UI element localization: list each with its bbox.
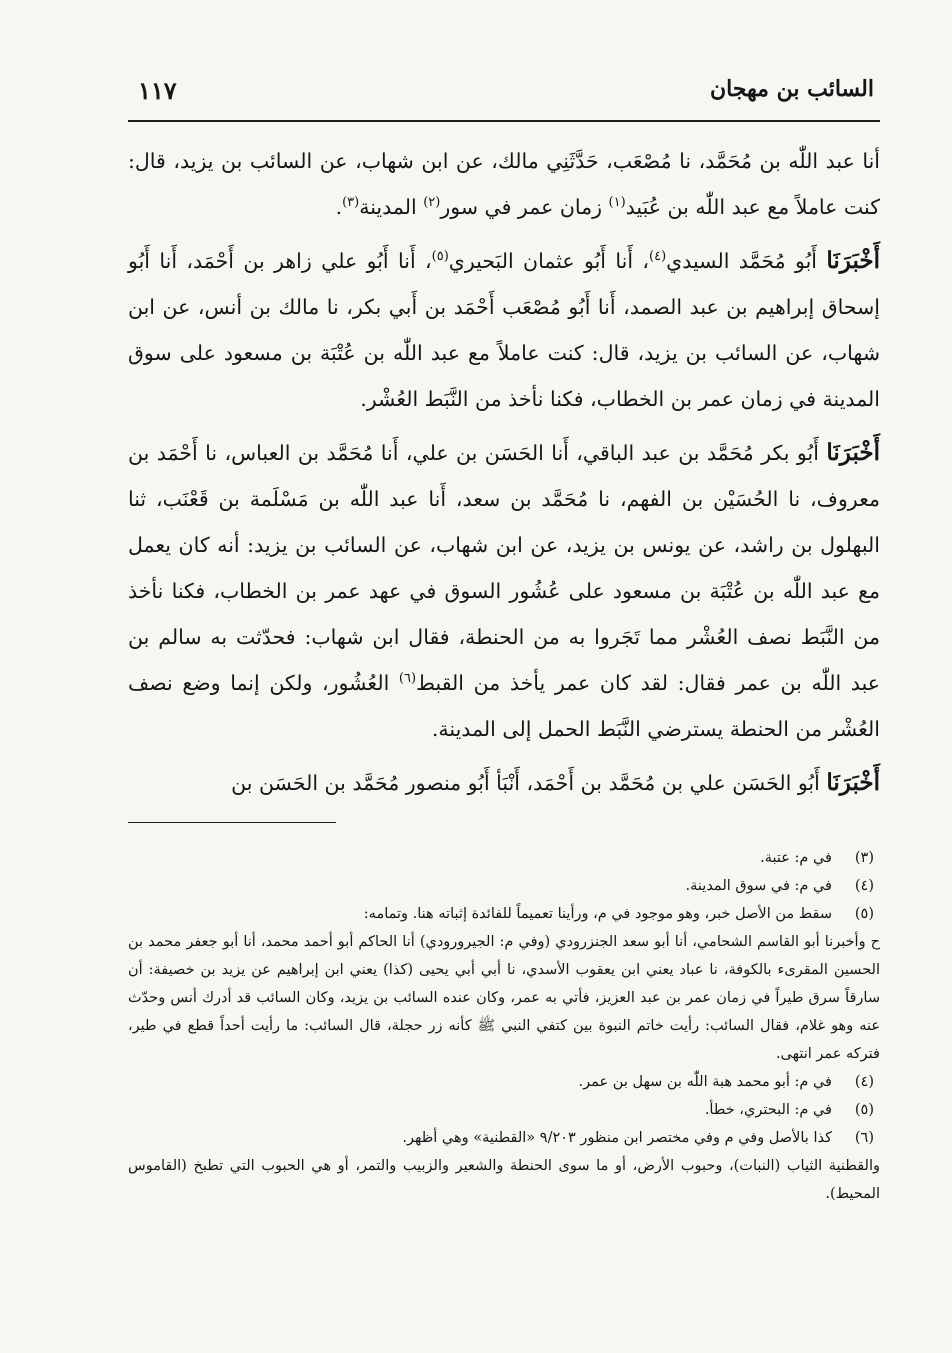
footnote-continuation: والقطنية الثياب (النبات)، وحبوب الأرض، أو ما سوى الحنطة والشعير والزبيب والتمر، أو هي الحبوب التي تطبخ (القاموس المحيط). [128,1158,880,1202]
footnote-ref: (١) [608,195,626,211]
footnote-continuation: ح وأخبرنا أبو القاسم الشحامي، أنا أبو سعد الجنزرودي (وفي م: الجيرورودي) أنا الحاكم أبو أحمد محمد، أنا أبو جعفر محمد بن الحسين المقرىء بالكوفة، نا عباد يعني ابن يعقوب الأسدي، نا أبي أبي يحيى (كذا) يعني ابن إبراهيم عن يزيد بن خصيفة: أن سارقاً سرق طيراً في زمان عمر بن عبد العزيز، فأتي به عمر، وكان عنده السائب بن يزيد، وكان السائب قد أدرك أنس وحدّث عنه وهو غلام، فقال السائب: رأيت خاتم النبوة بين كتفي النبي ﷺ كأنه زر حجلة، قال السائب: ما رأيت أحداً قطع في طير، فتركه عمر انتهى. [128,934,880,1062]
footnote [128,1068,880,1096]
footnote-text: في م: في سوق المدينة. [685,878,832,894]
footnote-rule [128,822,336,823]
paragraph-lead: أَخْبَرَنَا [826,247,880,274]
footnote [128,872,880,900]
footnote-number: (٤) [854,878,874,894]
text-segment: أنا عبد اللّٰه بن مُحَمَّد، نا مُصْعَب، حَدَّثَنِي مالك، عن ابن شهاب، عن السائب بن يزيد، قال: كنت عاملاً مع عبد اللّٰه بن عُبَيد [128,149,880,219]
text-segment: المدينة [359,195,424,219]
text-segment: أَبُو مُحَمَّد السيدي [666,249,827,273]
text-segment: أَبُو بكر مُحَمَّد بن عبد الباقي، أَنا الحَسَن بن علي، أَنا مُحَمَّد بن العباس، نا أَحْمَد بن معروف، نا الحُسَيْن بن الفهم، نا مُحَمَّد بن سعد، أَنا عبد اللّٰه بن مَسْلَمة بن قَعْنَب، ثنا البهلول بن راشد، عن يونس بن يزيد، عن ابن شهاب، عن السائب بن يزيد: أنه كان يعمل مع عبد اللّٰه بن عُتْبَة بن مسعود على عُشُور السوق في عهد عمر بن الخطاب، فكنا نأخذ من النَّبَط نصف العُشْر مما تَجَروا به من الحنطة، فقال ابن شهاب: فحدّثت به سالم بن عبد اللّٰه بن عمر فقال: لقد كان عمر يأخذ من القبط [128,441,880,695]
footnote-number: (٦) [854,1130,874,1146]
header-rule [128,120,880,122]
footnote [128,844,880,872]
footnote-number: (٣) [854,850,874,866]
text-segment: . [335,195,343,219]
footnote [128,900,880,928]
paragraph [128,238,880,422]
footnote [128,1124,880,1152]
paragraph [128,760,880,806]
footnote-ref: (٦) [398,671,417,687]
text-segment: ، أَنا أَبُو علي زاهر بن أَحْمَد، أَنا أَبُو إسحاق إبراهيم بن عبد الصمد، أَنا أَبُو مُصْعَب أَحْمَد بن أَبي بكر، نا مالك بن أنس، عن ابن شهاب، عن السائب بن يزيد، قال: كنت عاملاً مع عبد اللّٰه بن عُتْبَة بن مسعود على سوق المدينة في زمان عمر بن الخطاب، فكنا نأخذ من النَّبَط العُشْر. [128,249,880,411]
footnotes [128,844,880,1208]
text-segment: العُشُور، ولكن إنما وضع نصف العُشْر من الحنطة يسترضي النَّبَط الحمل إلى المدينة. [128,671,880,741]
footnote-ref: (٢) [423,195,441,211]
footnote-text: سقط من الأصل خبر، وهو موجود في م، ورأينا تعميماً للفائدة إثباته هنا. وتمامه: [363,906,832,922]
footnote-text: في م: أبو محمد هبة اللّٰه بن سهل بن عمر. [578,1074,832,1090]
footnote [128,1096,880,1124]
footnote-text: في م: عتبة. [760,850,832,866]
paragraph-lead: أَخْبَرَنَا [826,769,880,796]
running-head: السائب بن مهجان [709,76,874,102]
text-segment: ، أَنا أَبُو عثمان البَحيري [448,249,650,273]
footnote-text: كذا بالأصل وفي م وفي مختصر ابن منظور ٩/٢٠٣ «القطنية» وهي أظهر. [402,1130,832,1146]
footnote-ref: (٥) [431,249,449,265]
paragraph [128,138,880,230]
footnote-number: (٥) [854,906,874,922]
footnote-text: في م: البحتري، خطأ. [704,1102,832,1118]
page-number: ١١٧ [138,76,177,105]
footnote-ref: (٤) [649,249,667,265]
paragraph [128,430,880,752]
footnote-number: (٥) [854,1102,874,1118]
footnote-number: (٤) [854,1074,874,1090]
text-segment: زمان عمر في سور [440,195,609,219]
book-page [128,64,880,1314]
footnote-ref: (٣) [342,195,360,211]
text-segment: أَبُو الحَسَن علي بن مُحَمَّد بن أَحْمَد، أَنْبَأ أَبُو منصور مُحَمَّد بن الحَسَن بن [231,771,827,795]
page-header [128,64,880,116]
paragraph-lead: أَخْبَرَنَا [826,439,880,466]
main-text [128,138,880,814]
